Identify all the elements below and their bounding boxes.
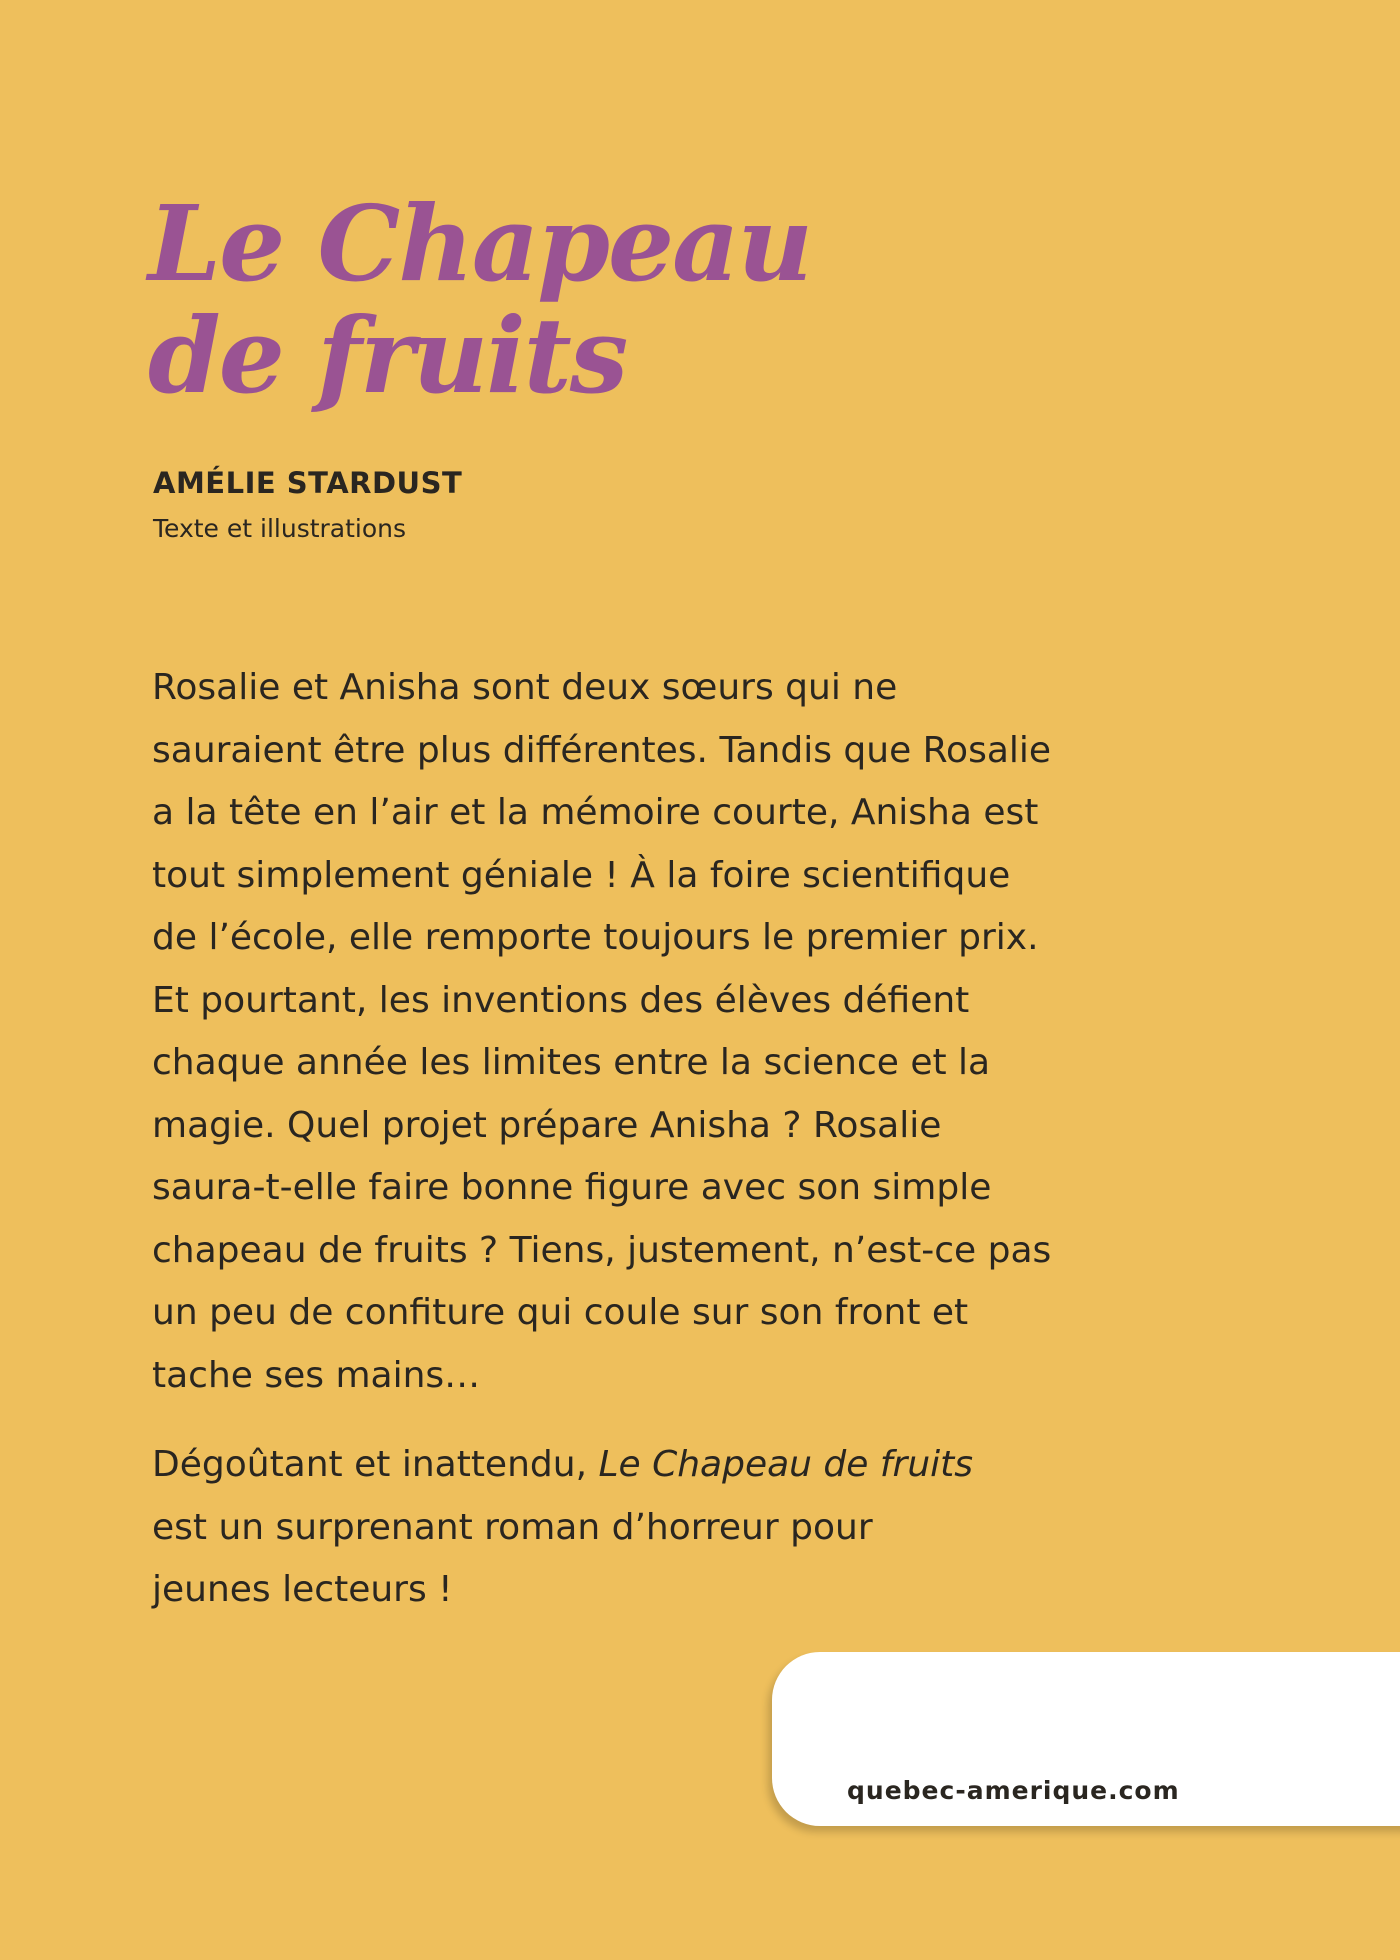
author-credit: Texte et illustrations	[153, 514, 407, 543]
synopsis-line: de l’école, elle remporte toujours le premier prix.	[152, 917, 1039, 958]
author-name: AMÉLIE STARDUST	[153, 466, 463, 500]
closing-line-3: jeunes lecteurs !	[152, 1569, 453, 1610]
synopsis-line: Et pourtant, les inventions des élèves défient	[152, 979, 970, 1021]
synopsis-line: tout simplement géniale ! À la foire scientifique	[152, 854, 1011, 896]
book-title-line-1: Le Chapeau	[148, 182, 812, 305]
closing-book-title: Le Chapeau de fruits	[598, 1444, 974, 1485]
synopsis-line: tache ses mains…	[152, 1354, 481, 1396]
synopsis-line: chapeau de fruits ? Tiens, justement, n’est-ce pas	[152, 1229, 1052, 1271]
closing-line-2: est un surprenant roman d’horreur pour	[152, 1506, 873, 1548]
synopsis-line: magie. Quel projet prépare Anisha ? Rosalie	[152, 1104, 942, 1146]
synopsis-line: saura-t-elle faire bonne figure avec son simple	[152, 1167, 992, 1208]
closing-line-1	[152, 1434, 1172, 1497]
synopsis-paragraph	[152, 657, 1172, 1407]
synopsis-line: Rosalie et Anisha sont deux sœurs qui ne	[152, 667, 898, 708]
synopsis-line: sauraient être plus différentes. Tandis que Rosalie	[152, 729, 1052, 771]
synopsis-line: un peu de confiture qui coule sur son front et	[152, 1292, 969, 1333]
synopsis-line: chaque année les limites entre la science et la	[152, 1042, 991, 1083]
book-title-line-2: de fruits	[148, 294, 627, 417]
publisher-url[interactable]: quebec-amerique.com	[847, 1776, 1180, 1805]
closing-paragraph	[152, 1434, 1172, 1622]
book-title	[148, 182, 812, 417]
closing-prefix: Dégoûtant et inattendu,	[152, 1444, 599, 1485]
synopsis-line: a la tête en l’air et la mémoire courte, Anisha est	[152, 792, 1039, 833]
